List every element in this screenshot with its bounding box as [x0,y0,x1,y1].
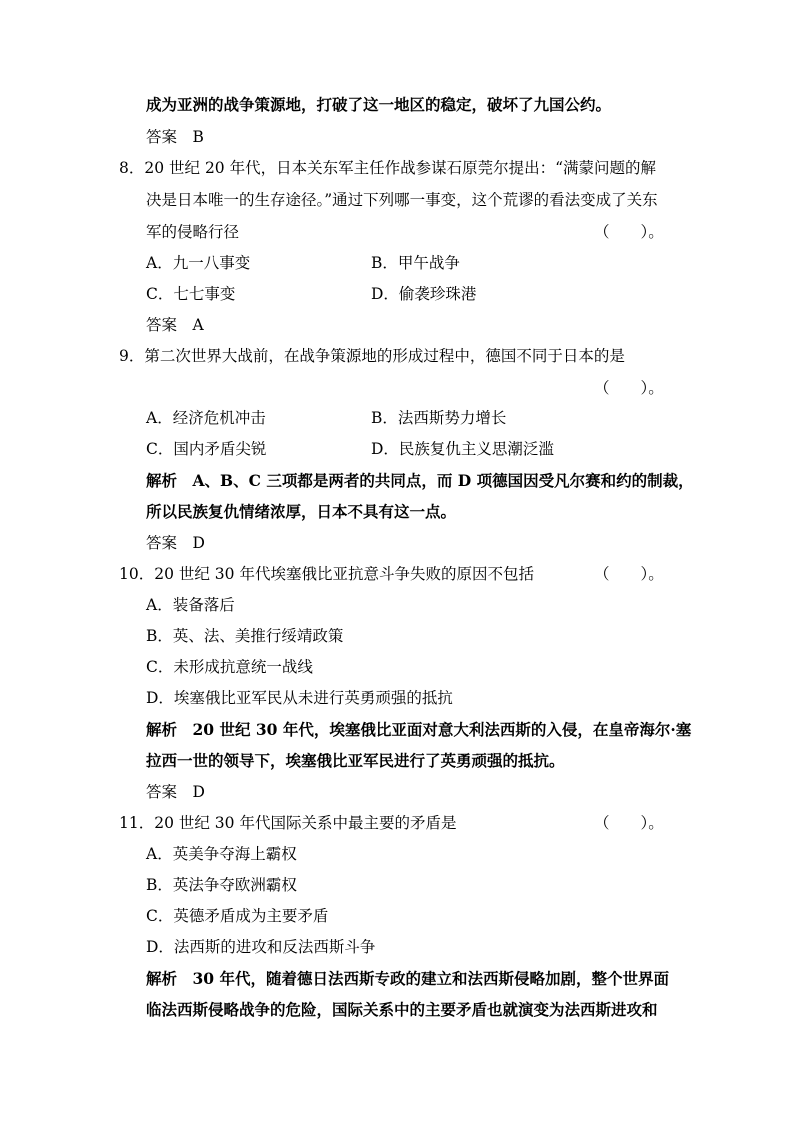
q11-analysis-line-1: 解析 30 年代，随着德日法西斯专政的建立和法西斯侵略加剧，整个世界面 [146,969,669,988]
q9-option-d: D．民族复仇主义思潮泛滥 [371,440,554,458]
q10-analysis-line-1: 解析 20 世纪 30 年代，埃塞俄比亚面对意大利法西斯的入侵，在皇帝海尔·塞 [146,720,692,739]
q9-option-b: B．法西斯势力增长 [371,409,507,427]
q11-option-b: B．英法争夺欧洲霸权 [146,876,297,894]
q10-option-b: B．英、法、美推行绥靖政策 [146,627,344,645]
q8-option-c: C．七七事变 [146,285,236,303]
q10-option-d: D．埃塞俄比亚军民从未进行英勇顽强的抵抗 [146,689,453,707]
q9-stem-line-1: 9．第二次世界大战前，在战争策源地的形成过程中，德国不同于日本的是 [119,347,625,365]
q8-stem-line-3: 军的侵略行径 [146,223,240,241]
q11-option-a: A．英美争夺海上霸权 [146,845,297,863]
q11-answer-blank: （ ）。 [594,814,664,832]
q9-answer-blank: （ ）。 [594,379,664,397]
q11-stem-line-1: 11．20 世纪 30 年代国际关系中最主要的矛盾是 [119,814,457,832]
q8-answer-blank: （ ）。 [594,223,664,241]
q9-option-c: C．国内矛盾尖锐 [146,440,267,458]
q9-option-a: A．经济危机冲击 [146,409,266,427]
q9-analysis-line-1: 解析 A、B、C 三项都是两者的共同点，而 D 项德国因受凡尔赛和约的制裁， [146,471,694,490]
intro-text: 成为亚洲的战争策源地，打破了这一地区的稳定，破坏了九国公约。 [146,95,612,114]
q9-answer: 答案 D [146,534,205,552]
intro-answer: 答案 B [146,128,204,146]
q11-analysis-line-2: 临法西斯侵略战争的危险，国际关系中的主要矛盾也就演变为法西斯进攻和 [146,1000,658,1019]
q10-answer-blank: （ ）。 [594,565,664,583]
q8-answer: 答案 A [146,316,204,334]
q11-option-d: D．法西斯的进攻和反法西斯斗争 [146,938,376,956]
q11-option-c: C．英德矛盾成为主要矛盾 [146,907,329,925]
q10-analysis-line-2: 拉西一世的领导下，埃塞俄比亚军民进行了英勇顽强的抵抗。 [146,751,565,770]
q8-stem-line-1: 8．20 世纪 20 年代，日本关东军主任作战参谋石原莞尔提出：“满蒙问题的解 [119,159,657,177]
q10-option-a: A．装备落后 [146,596,235,614]
q8-option-b: B．甲午战争 [371,254,460,272]
q9-analysis-line-2: 所以民族复仇情绪浓厚，日本不具有这一点。 [146,502,457,521]
q10-answer: 答案 D [146,783,205,801]
q10-option-c: C．未形成抗意统一战线 [146,658,313,676]
q8-option-a: A．九一八事变 [146,254,251,272]
q10-stem-line-1: 10．20 世纪 30 年代埃塞俄比亚抗意斗争失败的原因不包括 [119,565,534,583]
q8-option-d: D．偷袭珍珠港 [371,285,477,303]
q8-stem-line-2: 决是日本唯一的生存途径。”通过下列哪一事变，这个荒谬的看法变成了关东 [146,191,658,209]
